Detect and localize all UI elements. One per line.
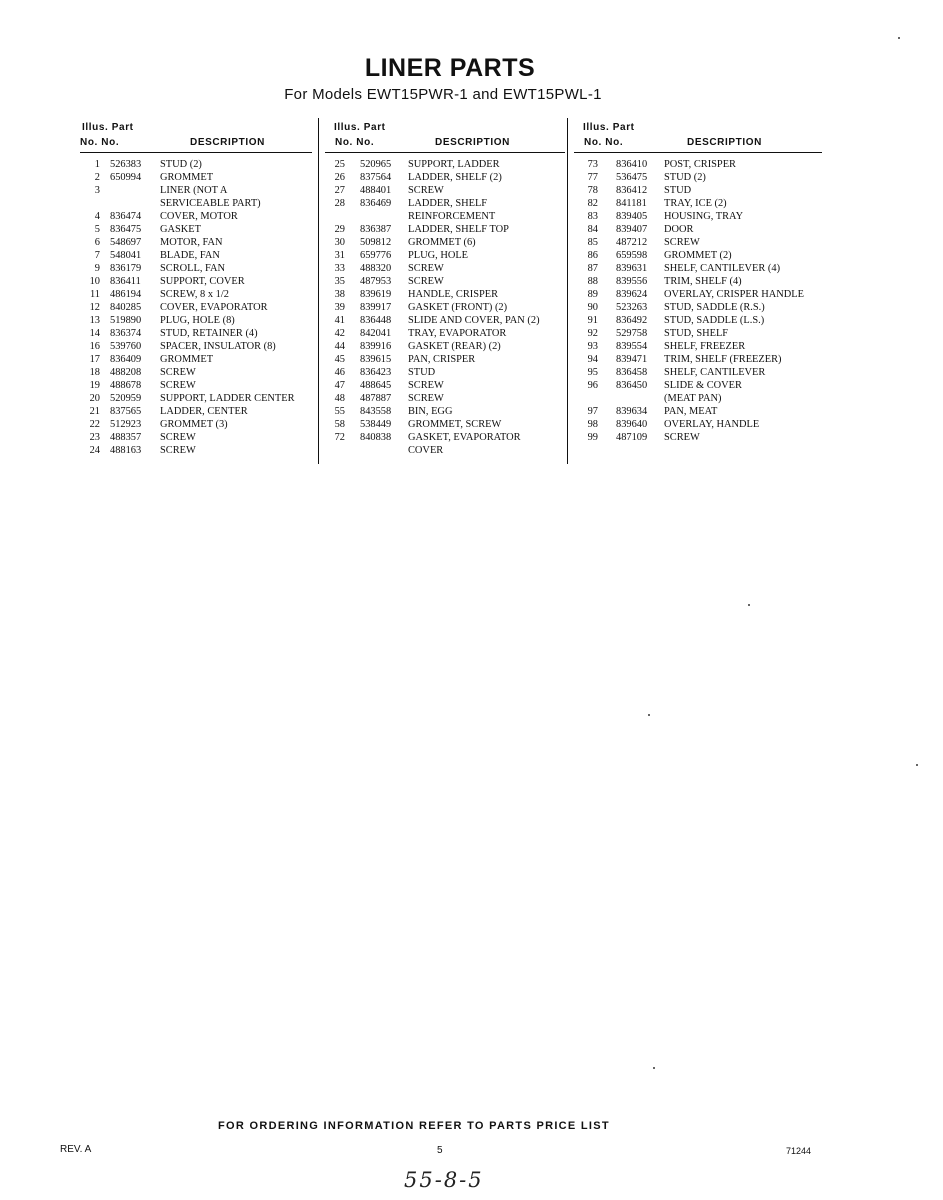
part-row [325, 197, 565, 210]
illus-number: 17 [89, 354, 100, 365]
part-row [325, 210, 565, 223]
part-description: GROMMET, SCREW [408, 419, 502, 430]
part-number: 509812 [360, 237, 392, 248]
part-description: STUD, RETAINER (4) [160, 328, 258, 339]
part-number: 487887 [360, 393, 392, 404]
part-row [80, 171, 310, 184]
part-number: 520959 [110, 393, 142, 404]
part-row [80, 184, 310, 197]
part-number: 836474 [110, 211, 142, 222]
illus-number: 18 [89, 367, 100, 378]
part-row [80, 314, 310, 327]
part-description: SHELF, CANTILEVER (4) [664, 263, 781, 274]
part-row [325, 275, 565, 288]
part-number: 836387 [360, 224, 392, 235]
header-no-no: No. No. [80, 137, 120, 148]
part-row [325, 288, 565, 301]
part-number: 839407 [616, 224, 648, 235]
illus-number: 7 [94, 250, 100, 261]
part-description: GASKET (REAR) (2) [408, 341, 501, 352]
illus-number: 6 [94, 237, 100, 248]
part-number: 839554 [616, 341, 648, 352]
illus-number: 98 [587, 419, 598, 430]
part-row [325, 171, 565, 184]
illus-number: 88 [587, 276, 598, 287]
ordering-note: FOR ORDERING INFORMATION REFER TO PARTS PRICE LIST [218, 1120, 610, 1132]
part-description: SHELF, CANTILEVER [664, 367, 766, 378]
illus-number: 26 [334, 172, 345, 183]
illus-number: 13 [89, 315, 100, 326]
part-description: BIN, EGG [408, 406, 453, 417]
part-row [574, 171, 824, 184]
part-description: OVERLAY, CRISPER HANDLE [664, 289, 805, 300]
illus-number: 22 [89, 419, 100, 430]
part-description: SCREW [664, 237, 700, 248]
part-row [80, 210, 310, 223]
part-description: GROMMET (6) [408, 237, 476, 248]
illus-number: 84 [587, 224, 598, 235]
part-description: LADDER, CENTER [160, 406, 248, 417]
part-number: 836374 [110, 328, 142, 339]
column-divider [567, 118, 568, 464]
part-description: TRIM, SHELF (FREEZER) [664, 354, 782, 365]
part-description: SPACER, INSULATOR (8) [160, 341, 276, 352]
part-number: 839640 [616, 419, 648, 430]
part-row [80, 249, 310, 262]
part-row [574, 210, 824, 223]
part-row [80, 301, 310, 314]
part-number: 836469 [360, 198, 392, 209]
part-number: 836179 [110, 263, 142, 274]
part-number: 529758 [616, 328, 648, 339]
parts-column-2 [325, 120, 565, 457]
illus-number: 85 [587, 237, 598, 248]
part-number: 836411 [110, 276, 141, 287]
illus-number: 90 [587, 302, 598, 313]
part-description: SCREW [160, 380, 196, 391]
part-row [574, 392, 824, 405]
part-row [574, 184, 824, 197]
illus-number: 44 [334, 341, 345, 352]
illus-number: 3 [94, 185, 100, 196]
illus-number: 42 [334, 328, 345, 339]
part-number: 548697 [110, 237, 142, 248]
part-description: MOTOR, FAN [160, 237, 223, 248]
illus-number: 28 [334, 198, 345, 209]
part-row [574, 158, 824, 171]
illus-number: 20 [89, 393, 100, 404]
illus-number: 4 [94, 211, 100, 222]
part-row [80, 262, 310, 275]
page-title: LINER PARTS [364, 54, 536, 82]
part-description: BLADE, FAN [160, 250, 220, 261]
illus-number: 96 [587, 380, 598, 391]
illus-number: 72 [334, 432, 345, 443]
part-row [574, 288, 824, 301]
illus-number: 5 [94, 224, 100, 235]
illus-number: 16 [89, 341, 100, 352]
illus-number: 33 [334, 263, 345, 274]
part-row [80, 379, 310, 392]
document-code: 71244 [786, 1146, 812, 1156]
part-row [325, 405, 565, 418]
part-description: SHELF, FREEZER [664, 341, 746, 352]
illus-number: 46 [334, 367, 345, 378]
part-number: 839631 [616, 263, 648, 274]
part-number: 488163 [110, 445, 142, 456]
part-row [325, 340, 565, 353]
part-description: SUPPORT, LADDER CENTER [160, 393, 295, 404]
part-row [325, 366, 565, 379]
illus-number: 25 [334, 159, 345, 170]
part-number: 837564 [360, 172, 392, 183]
part-description: SCREW, 8 x 1/2 [160, 289, 229, 300]
part-row [80, 236, 310, 249]
illus-number: 58 [334, 419, 345, 430]
part-description: STUD, SHELF [664, 328, 729, 339]
part-description: SUPPORT, LADDER [408, 159, 500, 170]
illus-number: 94 [587, 354, 598, 365]
parts-column-3 [574, 120, 824, 444]
part-row [574, 431, 824, 444]
part-row [574, 405, 824, 418]
part-row [574, 340, 824, 353]
illus-number: 1 [94, 159, 100, 170]
illus-number: 29 [334, 224, 345, 235]
parts-rows [325, 158, 565, 457]
part-description: HOUSING, TRAY [664, 211, 744, 222]
part-number: 659776 [360, 250, 392, 261]
header-description: DESCRIPTION [190, 137, 265, 148]
illus-number: 23 [89, 432, 100, 443]
illus-number: 86 [587, 250, 598, 261]
part-description: SCREW [408, 263, 444, 274]
header-rule [80, 152, 312, 153]
part-row [325, 418, 565, 431]
part-description: STUD (2) [160, 159, 202, 170]
part-number: 840285 [110, 302, 142, 313]
part-description: COVER [408, 445, 444, 456]
part-number: 487109 [616, 432, 648, 443]
part-description: SCREW [408, 380, 444, 391]
revision-label: REV. A [60, 1144, 92, 1155]
part-description: PAN, CRISPER [408, 354, 476, 365]
part-description: SLIDE AND COVER, PAN (2) [408, 315, 540, 326]
parts-column-1 [80, 120, 310, 457]
part-description: SCREW [160, 445, 196, 456]
part-row [574, 275, 824, 288]
part-row [80, 418, 310, 431]
part-row [80, 197, 310, 210]
part-row [574, 249, 824, 262]
parts-rows [574, 158, 824, 444]
part-description: SCREW [160, 432, 196, 443]
part-number: 526383 [110, 159, 142, 170]
part-description: TRIM, SHELF (4) [664, 276, 742, 287]
part-description: GROMMET (3) [160, 419, 228, 430]
part-row [325, 301, 565, 314]
part-number: 839624 [616, 289, 648, 300]
illus-number: 87 [587, 263, 598, 274]
part-description: SUPPORT, COVER [160, 276, 245, 287]
part-description: PAN, MEAT [664, 406, 718, 417]
part-number: 841181 [616, 198, 647, 209]
part-row [80, 392, 310, 405]
illus-number: 38 [334, 289, 345, 300]
part-description: STUD [664, 185, 692, 196]
illus-number: 19 [89, 380, 100, 391]
part-description: TRAY, ICE (2) [664, 198, 727, 209]
part-description: PLUG, HOLE (8) [160, 315, 235, 326]
part-number: 836423 [360, 367, 392, 378]
part-description: OVERLAY, HANDLE [664, 419, 760, 430]
part-number: 842041 [360, 328, 392, 339]
part-row [80, 158, 310, 171]
part-number: 650994 [110, 172, 142, 183]
part-number: 839615 [360, 354, 392, 365]
part-number: 520965 [360, 159, 392, 170]
page-subtitle: For Models EWT15PWR-1 and EWT15PWL-1 [284, 86, 602, 103]
part-number: 836448 [360, 315, 392, 326]
part-row [574, 223, 824, 236]
part-number: 523263 [616, 302, 648, 313]
part-number: 836475 [110, 224, 142, 235]
part-number: 487953 [360, 276, 392, 287]
part-number: 839471 [616, 354, 648, 365]
illus-number: 83 [587, 211, 598, 222]
part-number: 840838 [360, 432, 392, 443]
column-header [80, 120, 310, 154]
part-number: 836458 [616, 367, 648, 378]
illus-number: 41 [334, 315, 345, 326]
part-row [325, 223, 565, 236]
handwritten-note: 55-8-5 [404, 1168, 484, 1192]
header-description: DESCRIPTION [687, 137, 762, 148]
part-row [80, 366, 310, 379]
illus-number: 30 [334, 237, 345, 248]
part-row [325, 379, 565, 392]
part-row [80, 223, 310, 236]
illus-number: 39 [334, 302, 345, 313]
part-row [574, 314, 824, 327]
part-row [80, 327, 310, 340]
part-row [574, 197, 824, 210]
scan-speck [916, 764, 918, 766]
illus-number: 47 [334, 380, 345, 391]
part-row [325, 431, 565, 444]
part-number: 839556 [616, 276, 648, 287]
part-number: 488208 [110, 367, 142, 378]
part-row [325, 184, 565, 197]
part-row [574, 327, 824, 340]
illus-number: 97 [587, 406, 598, 417]
part-description: GROMMET [160, 354, 214, 365]
part-row [325, 314, 565, 327]
part-description: SCROLL, FAN [160, 263, 226, 274]
part-row [325, 353, 565, 366]
part-description: STUD, SADDLE (R.S.) [664, 302, 765, 313]
header-no-no: No. No. [335, 137, 375, 148]
part-number: 488357 [110, 432, 142, 443]
illus-number: 99 [587, 432, 598, 443]
part-number: 488645 [360, 380, 392, 391]
part-number: 536475 [616, 172, 648, 183]
part-description: SERVICEABLE PART) [160, 198, 261, 209]
part-number: 486194 [110, 289, 142, 300]
header-description: DESCRIPTION [435, 137, 510, 148]
illus-number: 91 [587, 315, 598, 326]
part-row [574, 236, 824, 249]
illus-number: 24 [89, 445, 100, 456]
part-row [574, 262, 824, 275]
part-description: REINFORCEMENT [408, 211, 496, 222]
header-rule [325, 152, 565, 153]
part-number: 839405 [616, 211, 648, 222]
part-row [574, 353, 824, 366]
part-description: COVER, EVAPORATOR [160, 302, 268, 313]
part-row [80, 275, 310, 288]
part-number: 836412 [616, 185, 648, 196]
part-number: 839917 [360, 302, 392, 313]
illus-number: 10 [89, 276, 100, 287]
part-row [80, 340, 310, 353]
part-number: 487212 [616, 237, 648, 248]
header-illus-part: Illus. Part [583, 122, 635, 133]
part-description: LADDER, SHELF [408, 198, 488, 209]
part-number: 839619 [360, 289, 392, 300]
part-description: SCREW [408, 185, 444, 196]
part-row [325, 392, 565, 405]
part-number: 512923 [110, 419, 142, 430]
scan-speck [648, 714, 650, 716]
part-description: LINER (NOT A [160, 185, 228, 196]
illus-number: 73 [587, 159, 598, 170]
illus-number: 55 [334, 406, 345, 417]
part-row [325, 444, 565, 457]
illus-number: 89 [587, 289, 598, 300]
part-row [80, 353, 310, 366]
header-rule [574, 152, 822, 153]
part-number: 539760 [110, 341, 142, 352]
illus-number: 77 [587, 172, 598, 183]
part-row [325, 327, 565, 340]
part-description: TRAY, EVAPORATOR [408, 328, 507, 339]
part-number: 538449 [360, 419, 392, 430]
part-description: POST, CRISPER [664, 159, 736, 170]
part-description: SCREW [160, 367, 196, 378]
part-number: 659598 [616, 250, 648, 261]
part-row [80, 444, 310, 457]
illus-number: 14 [89, 328, 100, 339]
part-description: PLUG, HOLE [408, 250, 469, 261]
part-row [80, 405, 310, 418]
part-row [325, 158, 565, 171]
illus-number: 12 [89, 302, 100, 313]
illus-number: 45 [334, 354, 345, 365]
part-row [80, 431, 310, 444]
illus-number: 95 [587, 367, 598, 378]
illus-number: 93 [587, 341, 598, 352]
part-description: GASKET, EVAPORATOR [408, 432, 521, 443]
part-description: (MEAT PAN) [664, 393, 722, 404]
part-description: SCREW [408, 276, 444, 287]
part-number: 836410 [616, 159, 648, 170]
part-row [574, 301, 824, 314]
part-row [574, 366, 824, 379]
part-description: STUD, SADDLE (L.S.) [664, 315, 765, 326]
illus-number: 78 [587, 185, 598, 196]
page-number: 5 [437, 1145, 443, 1156]
part-description: GASKET [160, 224, 201, 235]
parts-rows [80, 158, 310, 457]
part-description: GROMMET [160, 172, 214, 183]
part-description: LADDER, SHELF TOP [408, 224, 509, 235]
part-description: COVER, MOTOR [160, 211, 238, 222]
scan-speck [748, 604, 750, 606]
header-illus-part: Illus. Part [334, 122, 386, 133]
column-divider [318, 118, 319, 464]
column-header [574, 120, 824, 154]
part-number: 837565 [110, 406, 142, 417]
header-no-no: No. No. [584, 137, 624, 148]
part-number: 488320 [360, 263, 392, 274]
part-description: SLIDE & COVER [664, 380, 742, 391]
part-number: 548041 [110, 250, 142, 261]
part-description: SCREW [664, 432, 700, 443]
part-number: 836492 [616, 315, 648, 326]
illus-number: 27 [334, 185, 345, 196]
part-description: DOOR [664, 224, 694, 235]
part-row [574, 379, 824, 392]
part-number: 836409 [110, 354, 142, 365]
part-description: STUD (2) [664, 172, 706, 183]
part-number: 488401 [360, 185, 392, 196]
part-description: HANDLE, CRISPER [408, 289, 499, 300]
part-number: 519890 [110, 315, 142, 326]
illus-number: 82 [587, 198, 598, 209]
part-description: SCREW [408, 393, 444, 404]
part-number: 488678 [110, 380, 142, 391]
illus-number: 2 [94, 172, 100, 183]
scan-speck [898, 37, 900, 39]
illus-number: 92 [587, 328, 598, 339]
part-row [80, 288, 310, 301]
part-description: LADDER, SHELF (2) [408, 172, 502, 183]
illus-number: 48 [334, 393, 345, 404]
illus-number: 35 [334, 276, 345, 287]
part-row [325, 236, 565, 249]
illus-number: 21 [89, 406, 100, 417]
part-description: GROMMET (2) [664, 250, 732, 261]
column-header [325, 120, 565, 154]
part-description: STUD [408, 367, 436, 378]
illus-number: 9 [94, 263, 100, 274]
part-row [574, 418, 824, 431]
part-number: 839634 [616, 406, 648, 417]
illus-number: 31 [334, 250, 345, 261]
part-number: 839916 [360, 341, 392, 352]
part-row [325, 262, 565, 275]
illus-number: 11 [89, 289, 100, 300]
part-row [325, 249, 565, 262]
part-number: 843558 [360, 406, 392, 417]
scan-speck [653, 1067, 655, 1069]
header-illus-part: Illus. Part [82, 122, 134, 133]
part-number: 836450 [616, 380, 648, 391]
part-description: GASKET (FRONT) (2) [408, 302, 508, 313]
